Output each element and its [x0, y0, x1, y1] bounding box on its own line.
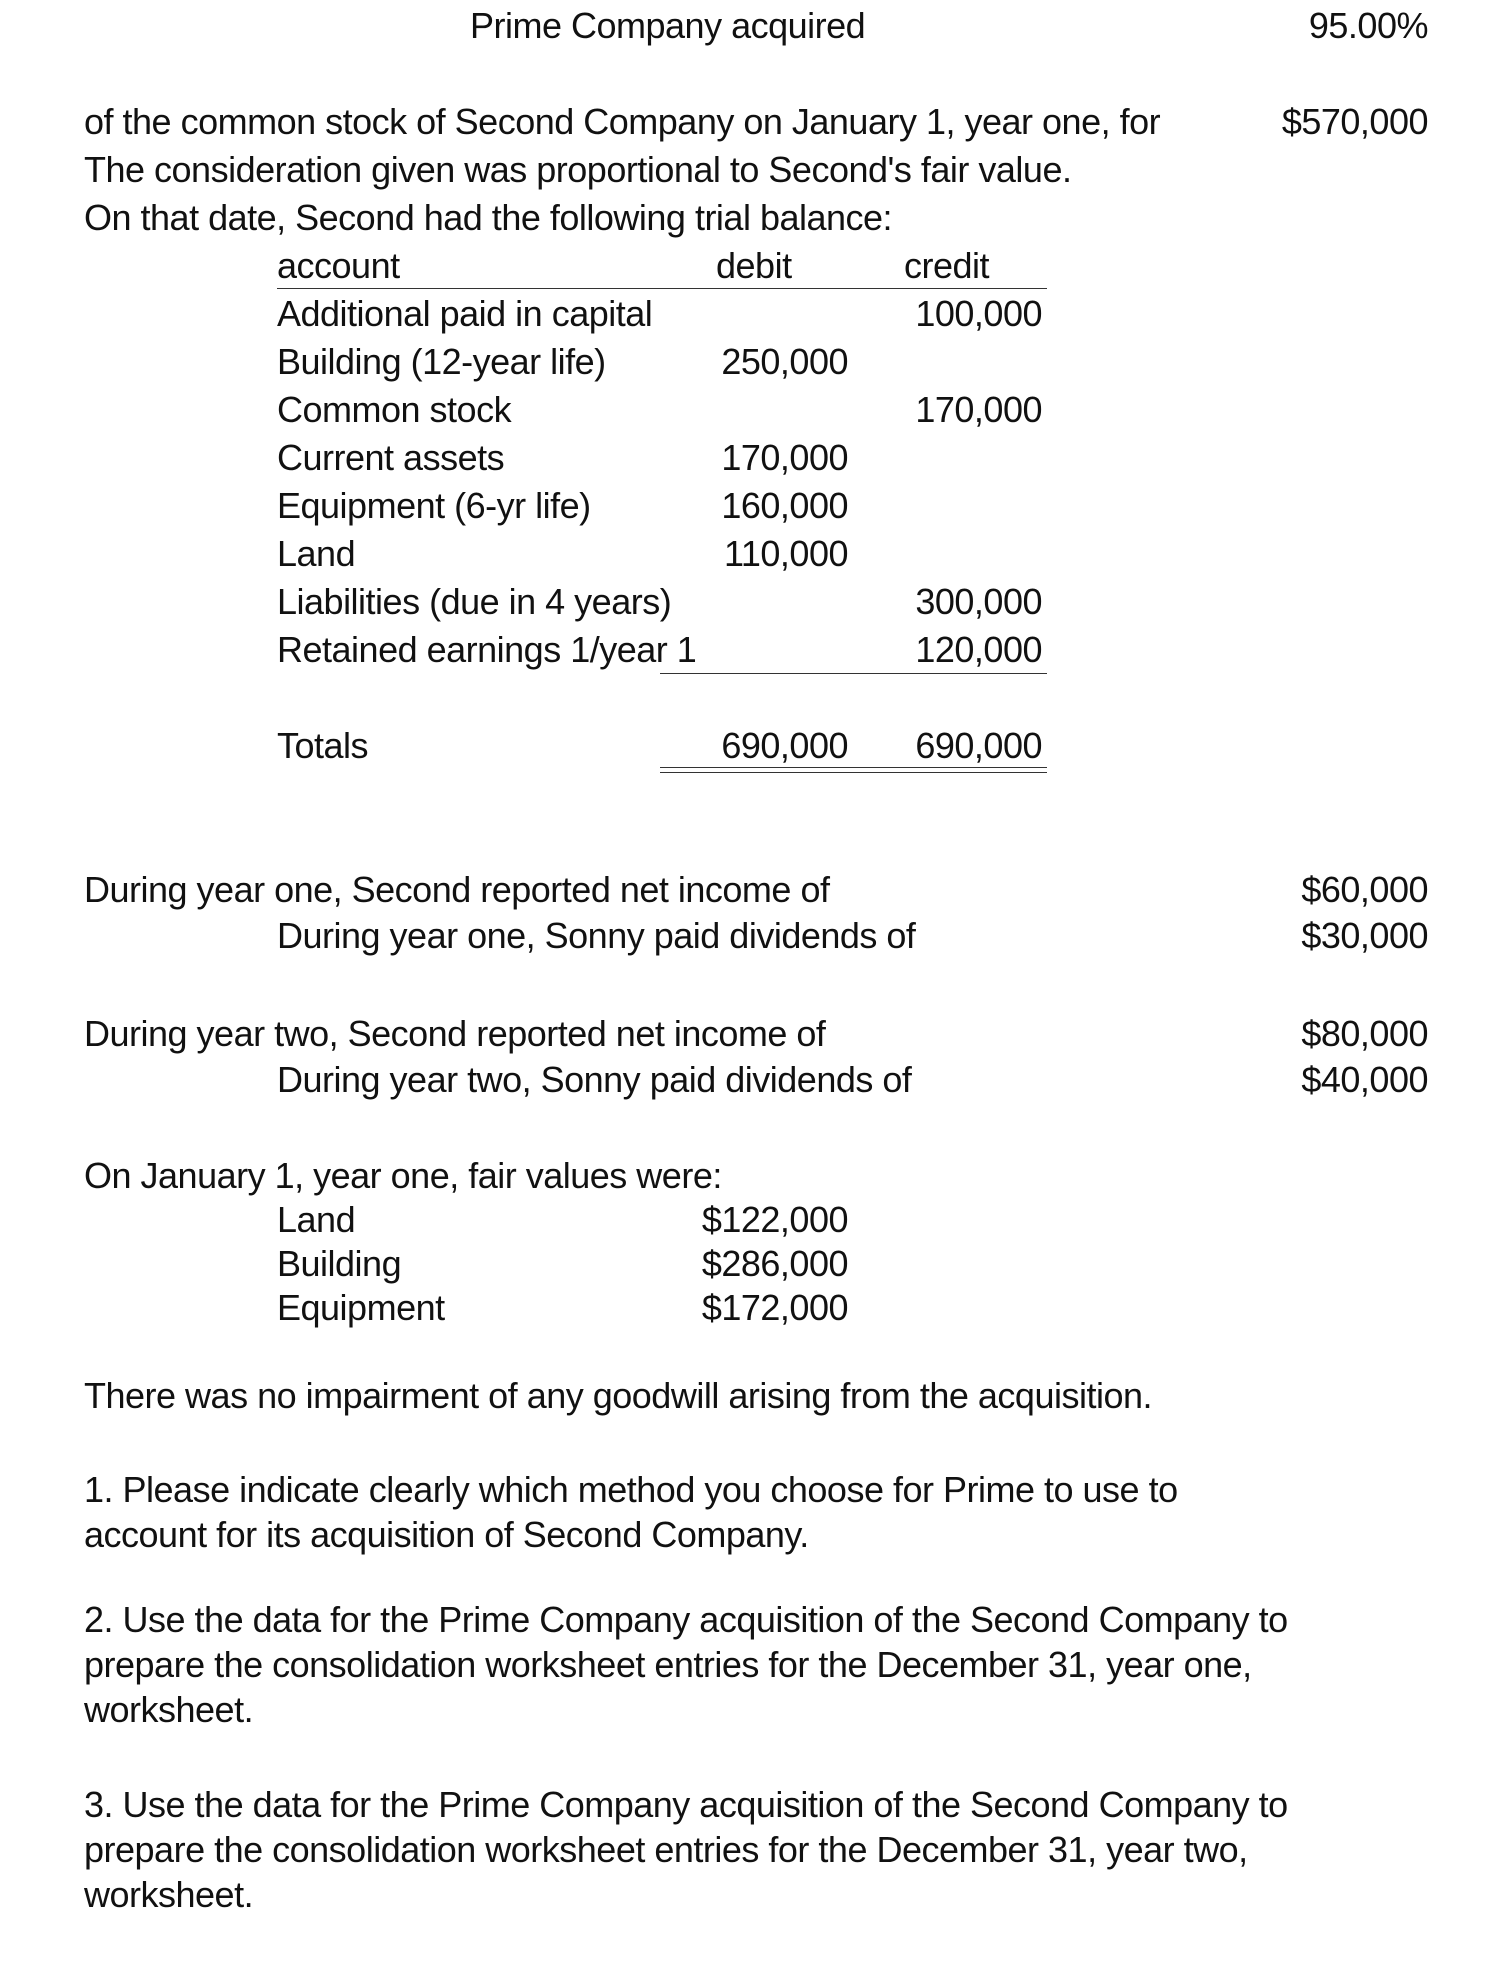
question-1: 1. Please indicate clearly which method you choose for Prime to use to account for its acquisition of Second Company.	[84, 1469, 1178, 1555]
year-one-income-value: $60,000	[1301, 869, 1428, 910]
col-header-account: account	[277, 245, 400, 286]
table-row-debit: 250,000	[721, 341, 848, 382]
year-two-dividends-label: During year two, Sonny paid dividends of	[277, 1059, 912, 1100]
table-row-account: Additional paid in capital	[277, 293, 653, 334]
table-row-account: Land	[277, 533, 356, 574]
table-row-credit: 120,000	[915, 629, 1042, 670]
year-one-income-label: During year one, Second reported net income of	[84, 869, 830, 910]
table-row-debit: 160,000	[721, 485, 848, 526]
table-row-account: Retained earnings 1/year 1	[277, 629, 697, 670]
fair-values-intro: On January 1, year one, fair values were:	[84, 1155, 722, 1196]
intro-line-2: The consideration given was proportional to Second's fair value.	[84, 149, 1072, 190]
col-header-debit: debit	[716, 245, 792, 286]
table-row-account: Equipment (6-yr life)	[277, 485, 591, 526]
table-row-account: Current assets	[277, 437, 505, 478]
table-row-account: Common stock	[277, 389, 512, 430]
totals-double-rule-bottom	[660, 772, 1047, 773]
table-row-credit: 100,000	[915, 293, 1042, 334]
totals-credit: 690,000	[915, 725, 1042, 766]
question-2: 2. Use the data for the Prime Company acquisition of the Second Company to prepare the consolidation worksheet entries for the December 31, year one, worksheet.	[84, 1599, 1288, 1730]
year-two-income-label: During year two, Second reported net income of	[84, 1013, 826, 1054]
year-one-dividends-value: $30,000	[1301, 915, 1428, 956]
year-one-dividends-label: During year one, Sonny paid dividends of	[277, 915, 916, 956]
header-rule	[277, 288, 1047, 289]
table-row-debit: 170,000	[721, 437, 848, 478]
fair-value-amount: $122,000	[701, 1199, 848, 1240]
impairment-note: There was no impairment of any goodwill arising from the acquisition.	[84, 1375, 1153, 1416]
intro-line-1: of the common stock of Second Company on January 1, year one, for	[84, 101, 1161, 142]
fair-value-amount: $172,000	[701, 1287, 848, 1328]
totals-double-rule-top	[660, 767, 1047, 768]
ownership-percent: 95.00%	[1308, 5, 1428, 46]
fair-value-label: Land	[277, 1199, 356, 1240]
purchase-price: $570,000	[1281, 101, 1428, 142]
question-3: 3. Use the data for the Prime Company acquisition of the Second Company to prepare the consolidation worksheet entries for the December 31, year two, worksheet.	[84, 1784, 1288, 1915]
totals-debit: 690,000	[721, 725, 848, 766]
table-row-account: Building (12-year life)	[277, 341, 606, 382]
table-row-credit: 170,000	[915, 389, 1042, 430]
table-row-account: Liabilities (due in 4 years)	[277, 581, 672, 622]
table-row-debit: 110,000	[724, 533, 848, 574]
year-two-income-value: $80,000	[1301, 1013, 1428, 1054]
totals-label: Totals	[277, 725, 369, 766]
subtotal-rule	[660, 673, 1047, 674]
col-header-credit: credit	[904, 245, 990, 286]
intro-line-3: On that date, Second had the following trial balance:	[84, 197, 893, 238]
table-row-credit: 300,000	[915, 581, 1042, 622]
year-two-dividends-value: $40,000	[1301, 1059, 1428, 1100]
fair-value-amount: $286,000	[701, 1243, 848, 1284]
lead-text: Prime Company acquired	[470, 5, 866, 46]
fair-value-label: Equipment	[277, 1287, 445, 1328]
fair-value-label: Building	[277, 1243, 402, 1284]
